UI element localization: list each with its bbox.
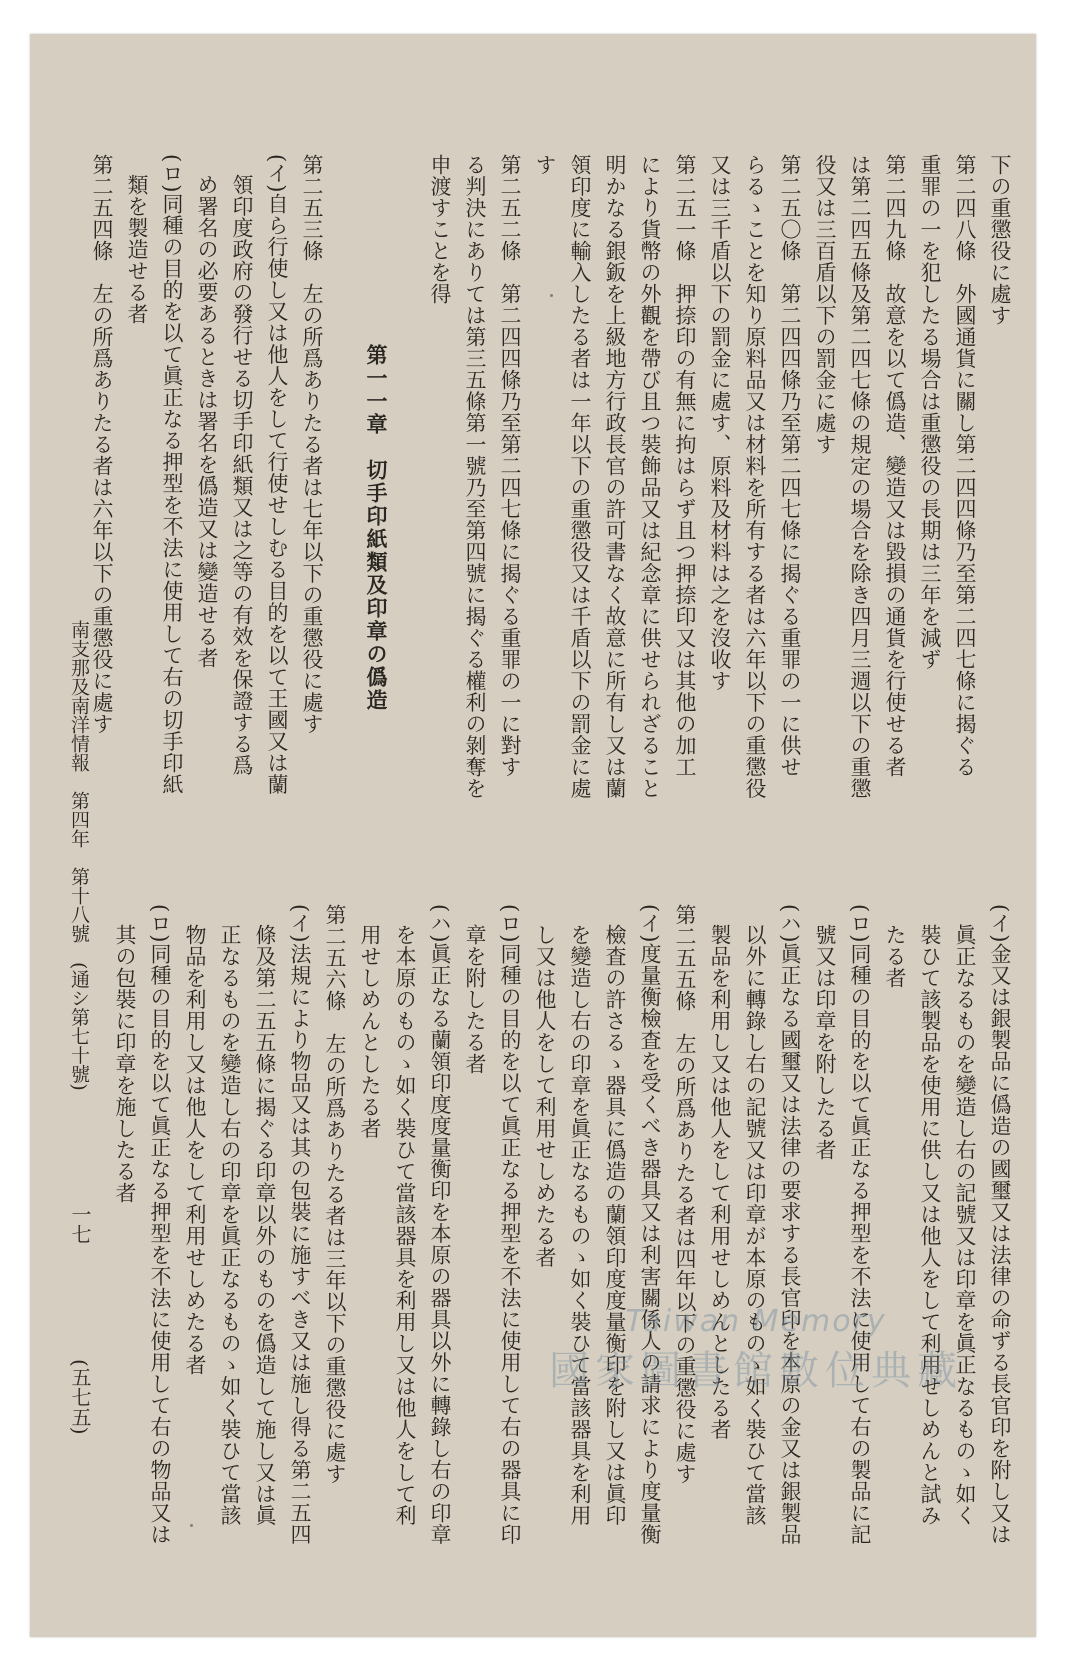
text-column: を本原のものゝ如く裝ひて當該器具を利用し又は他人をして利 bbox=[393, 924, 417, 1526]
text-column: し又は他人をして利用せしめたる者 bbox=[533, 924, 557, 1268]
text-column: 領印度政府の發行せる切手印紙類又は之等の有效を保證する爲 bbox=[230, 174, 254, 776]
text-column: 章を附したる者 bbox=[463, 924, 487, 1075]
text-column: 用せしめんとしたる者 bbox=[358, 924, 382, 1139]
document-page bbox=[30, 34, 1036, 1637]
text-column: 以外に轉錄し右の記號又は印章が本原のものゝ如く裝ひて當該 bbox=[743, 924, 767, 1526]
text-column: 類を製造せる者 bbox=[125, 174, 149, 325]
text-column: 第二四八條 外國通貨に關し第二四四條乃至第二四七條に揭ぐる bbox=[953, 154, 977, 778]
text-column: 號又は印章を附したる者 bbox=[813, 924, 837, 1161]
text-column: 條及第二五五條に揭ぐる印章以外のものを僞造して施し又は眞 bbox=[253, 924, 277, 1526]
text-column: (イ)自ら行使し又は他人をして行使せしむる目的を以て王國又は蘭 bbox=[265, 154, 289, 795]
text-column: 眞正なるものを變造し右の記號又は印章を眞正なるものゝ如く bbox=[953, 924, 977, 1526]
section-spacer bbox=[335, 154, 353, 914]
library-watermark bbox=[536, 1304, 976, 1396]
lower-text-block bbox=[30, 904, 1036, 1637]
text-column: (ロ)同種の目的を以て眞正なる押型を不法に使用して右の器具に印 bbox=[498, 904, 522, 1545]
text-column: (ロ)同種の目的を以て眞正なる押型を不法に使用して右の製品に記 bbox=[848, 904, 872, 1545]
text-column: 其の包裝に印章を施したる者 bbox=[113, 924, 137, 1204]
text-column: 下の重懲役に處す bbox=[988, 154, 1012, 326]
text-column: により貨幣の外觀を帶び且つ裝飾品又は紀念章に供せられざること bbox=[638, 154, 662, 799]
text-column: 第二五三條 左の所爲ありたる者は七年以下の重懲役に處す bbox=[300, 154, 324, 735]
watermark-latin: Taiwan Memory bbox=[625, 1304, 887, 1339]
text-column: 檢査の許さるゝ器具に僞造の蘭領印度度量衡印を附し又は眞印 bbox=[603, 924, 627, 1526]
text-column: 第二五四條 左の所爲ありたる者は六年以下の重懲役に處す bbox=[90, 154, 114, 735]
text-column: 物品を利用し又は他人をして利用せしめたる者 bbox=[183, 924, 207, 1376]
paper-fleck bbox=[190, 1524, 193, 1527]
journal-footer: 南支那及南洋情報 第四年 第十八號 (通シ第七十號) bbox=[68, 620, 90, 1091]
text-column: (イ)法規により物品又は其の包裝に施すべき又は施し得る第二五四 bbox=[288, 904, 312, 1545]
text-column: 第二五五條 左の所爲ありたる者は四年以下の重懲役に處す bbox=[673, 904, 697, 1485]
watermark-cjk: 國家圖書館數位典藏 bbox=[549, 1348, 963, 1394]
text-column: (イ)度量衡檢査を受くべき器具又は利害關係人の請求により度量衡 bbox=[638, 904, 662, 1545]
section-spacer bbox=[399, 154, 417, 914]
text-column: 申渡すことを得 bbox=[428, 154, 452, 305]
text-column: (イ)金又は銀製品に僞造の國璽又は法律の命ずる長官印を附し又は bbox=[988, 904, 1012, 1545]
text-column: る判決にありては第三五條第一號乃至第四號に揭ぐる權利の剝奪を bbox=[463, 154, 487, 799]
text-column: 製品を利用し又は他人をして利用せしめんとしたる者 bbox=[708, 924, 732, 1440]
text-column: たる者 bbox=[883, 924, 907, 989]
text-column: らるゝことを知り原料品又は材料を所有する者は六年以下の重懲役 bbox=[743, 154, 767, 799]
text-column: 明かなる銀鈑を上級地方行政長官の許可書なく故意に所有し又は蘭 bbox=[603, 154, 627, 799]
text-column: を變造し右の印章を眞正なるものゝ如く裝ひて當該器具を利用 bbox=[568, 924, 592, 1526]
text-column: 第二五〇條 第二四四條乃至第二四七條に揭ぐる重罪の一に供せ bbox=[778, 154, 802, 778]
lower-columns bbox=[113, 904, 1012, 1637]
text-column: 又は三千盾以下の罰金に處す、原料及材料は之を沒收す bbox=[708, 154, 732, 692]
text-column: は第二四五條及第二四七條の規定の場合を除き四月三週以下の重懲 bbox=[848, 154, 872, 799]
text-column: (ハ)眞正なる蘭領印度度量衡印を本原の器具以外に轉錄し右の印章 bbox=[428, 904, 452, 1545]
text-column: 正なるものを變造し右の印章を眞正なるものゝ如く裝ひて當該 bbox=[218, 924, 242, 1526]
paper-fleck bbox=[550, 294, 553, 297]
text-column: (ロ)同種の目的を以て眞正なる押型を不法に使用して右の物品又は bbox=[148, 904, 172, 1545]
text-column: 領印度に輸入したる者は一年以下の重懲役又は千盾以下の罰金に處 bbox=[568, 154, 592, 799]
text-column: 第二五一條 押捺印の有無に拘はらず且つ押捺印又は其他の加工 bbox=[673, 154, 697, 778]
text-column: 役又は三百盾以下の罰金に處す bbox=[813, 154, 837, 455]
text-column: 裝ひて該製品を使用に供し又は他人をして利用せしめんと試み bbox=[918, 924, 942, 1526]
page-number: 一七 bbox=[68, 1204, 92, 1244]
text-column: (ロ)同種の目的を以て眞正なる押型を不法に使用して右の切手印紙 bbox=[160, 154, 184, 795]
cumulative-page-number: (五七五) bbox=[68, 1359, 92, 1435]
text-column: 重罪の一を犯したる場合は重懲役の長期は三年を減ず bbox=[918, 154, 942, 670]
text-column: め署名の必要あるときは署名を僞造又は變造せる者 bbox=[195, 174, 219, 669]
text-column: す bbox=[533, 154, 557, 176]
upper-columns bbox=[90, 154, 1012, 914]
text-column: 第二四九條 故意を以て僞造、變造又は毀損の通貨を行使せる者 bbox=[883, 154, 907, 778]
chapter-heading: 第一一章 切手印紙類及印章の僞造 bbox=[364, 344, 388, 712]
text-column: (ハ)眞正なる國璽又は法律の要求する長官印を本原の金又は銀製品 bbox=[778, 904, 802, 1545]
text-column: 第二五二條 第二四四條乃至第二四七條に揭ぐる重罪の一に對す bbox=[498, 154, 522, 778]
text-column: 第二五六條 左の所爲ありたる者は三年以下の重懲役に處す bbox=[323, 904, 347, 1485]
